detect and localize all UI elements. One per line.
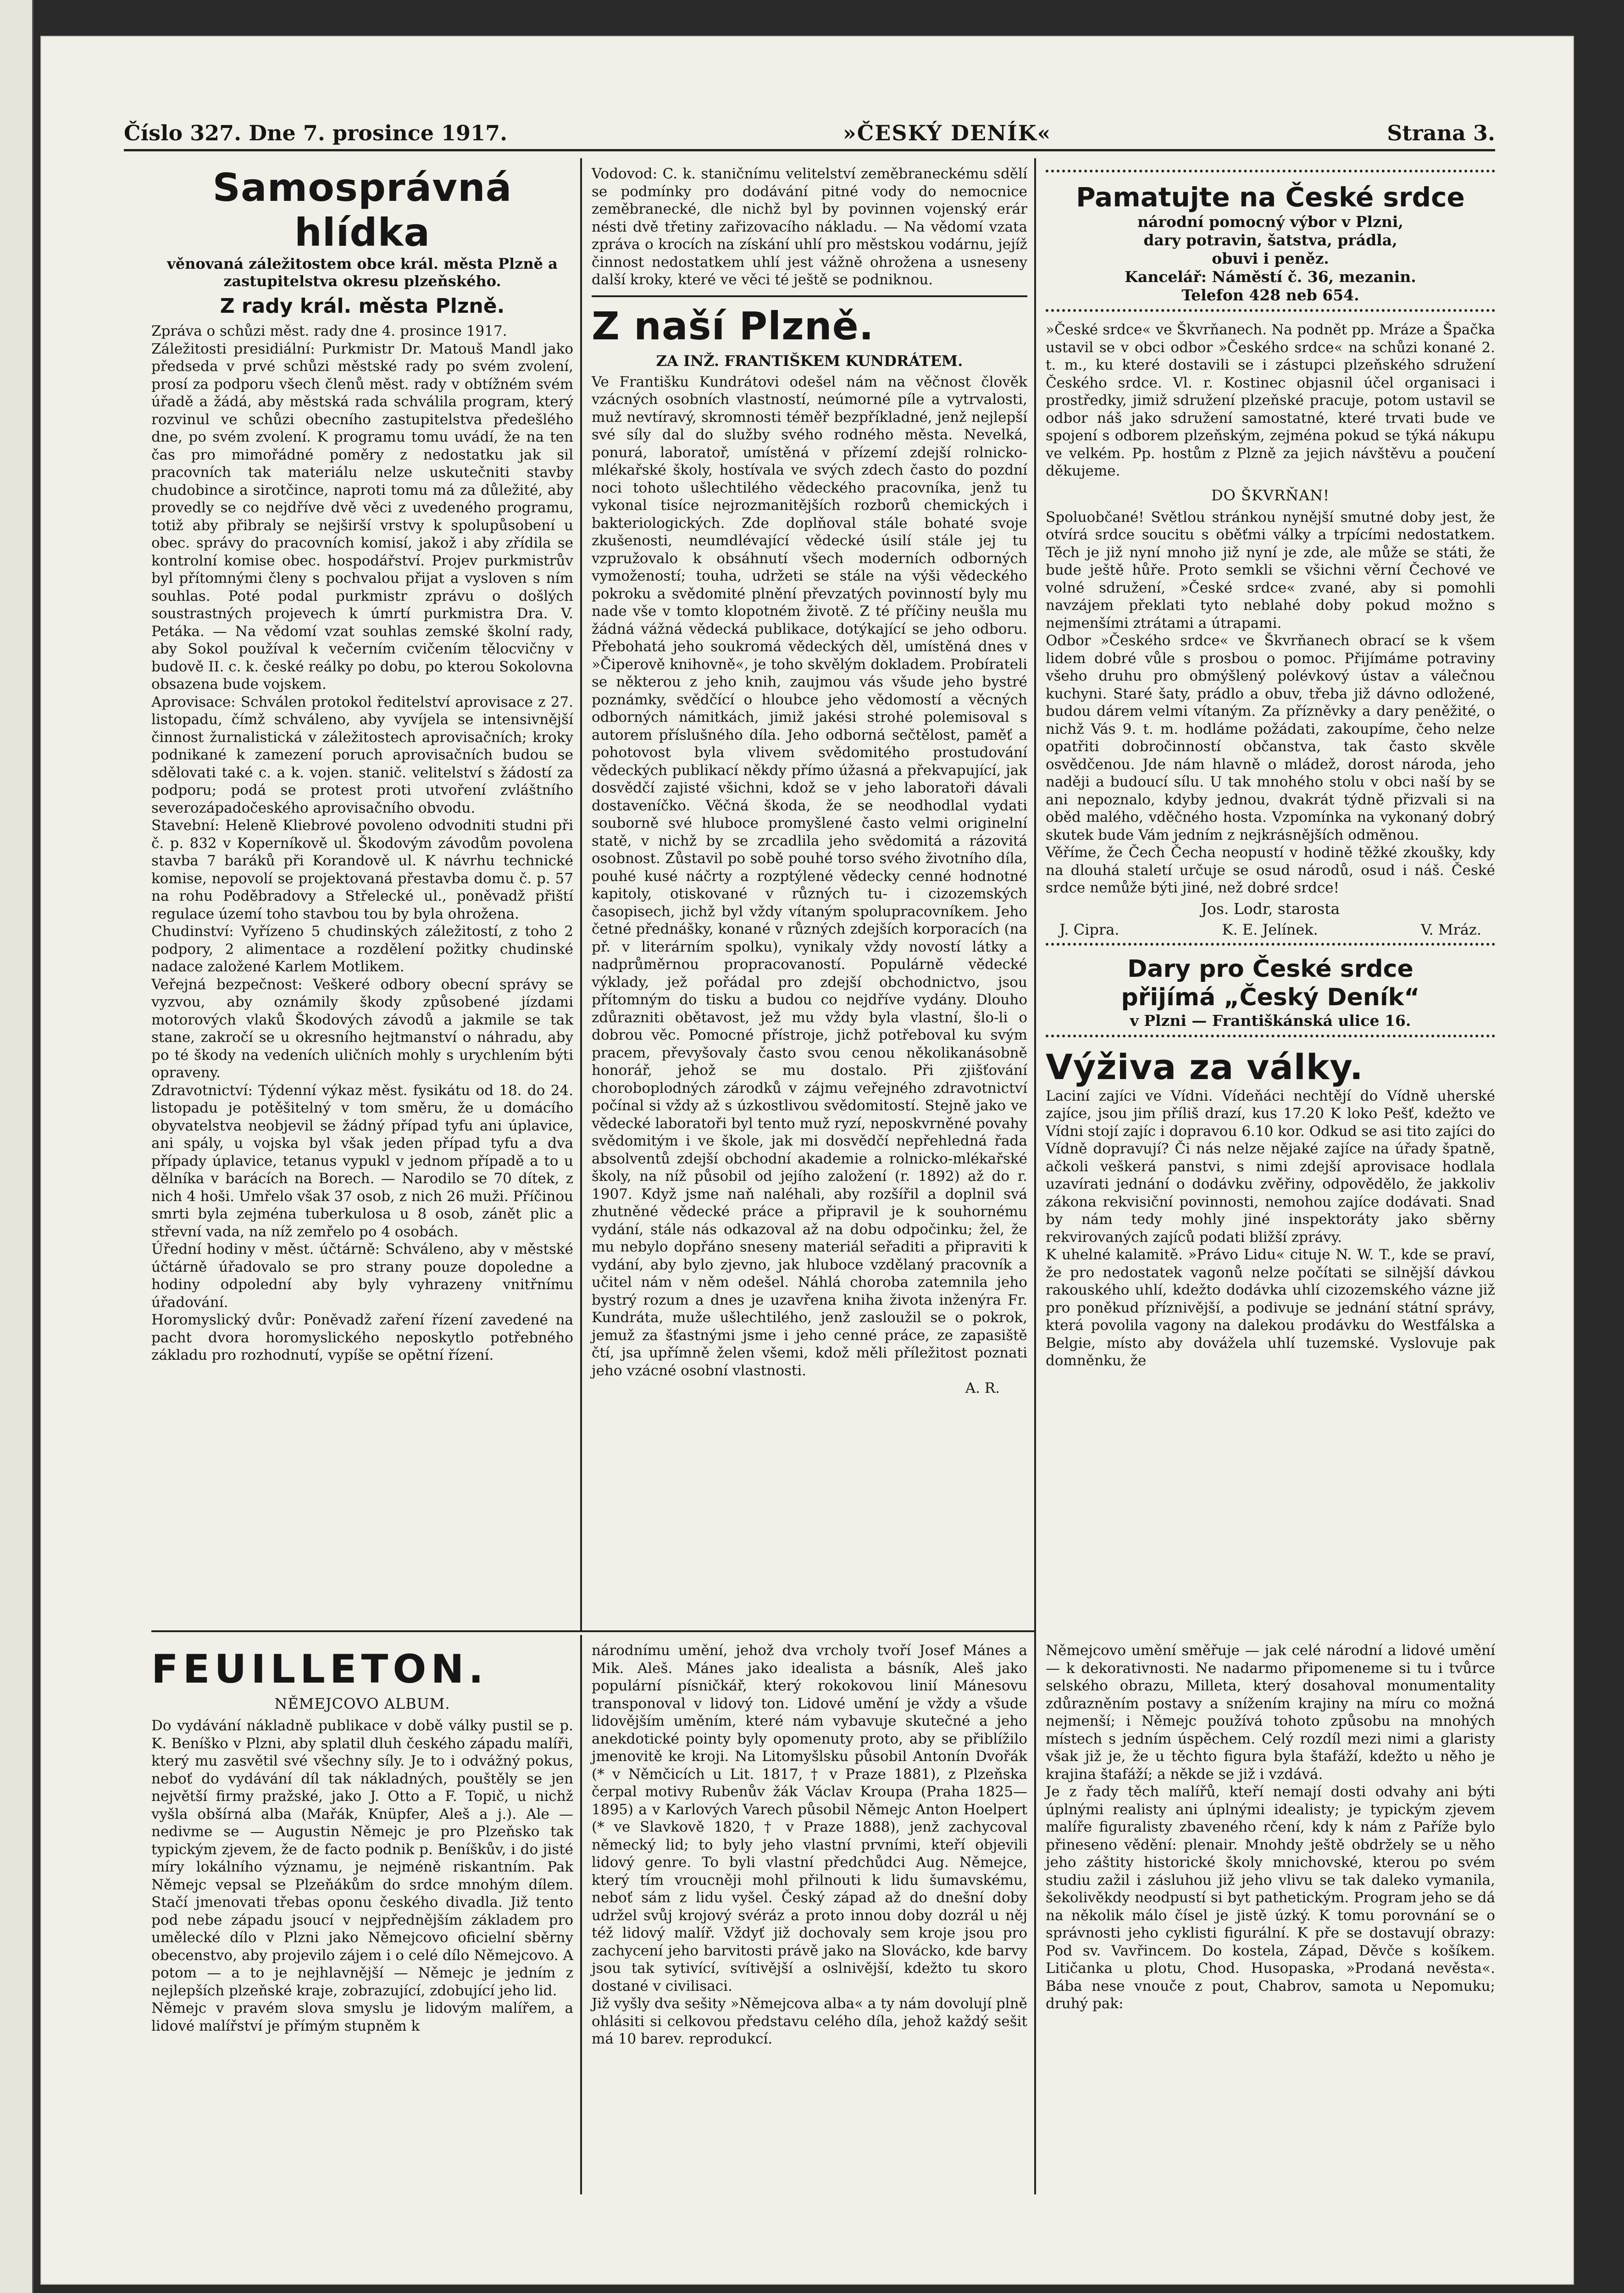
feuilleton-text-3: Němejcovo umění směřuje — jak celé národní a lidové umění — k dekorativnosti. Ne nadarmo připomeneme si tu i tvůrce selského obrazu, Milleta, který dosahoval monumentality zdůrazněním postavy a snížením krajiny na míru co možná nejmenší; i Němejc používá tohoto způsobu na mnohých místech s jedním úspěchem. Celý rozdíl mezi nimi a glaristy však již je, že u těchto figura byla štafáží, kdežto u něho je krajina štafáží; a někde se již i vzdává. Je z řady těch malířů, kteří nemají dosti odvahy ani býti úplnými realisty ani úplnými idealisty; je typickým zjevem malíře figuralisty zbaveného rčení, kdy k nám z Paříže bylo přineseno vědění: plenair. Mnohdy ještě obdržely se u něho jeho záštity historické školy mnichovské, kterou po svém studiu zažil i zásluhou již jeho vlivu se tak daleko vymanila, šekolivěkdy neodpustí si byt pathetickým. Program jeho se dá na několik málo čísel je jistě úzký. K tomu porovnání se o správnosti jeho cyklisti figurální. K pře se dostavují obrazy: Pod sv. Vavřincem. Do kostela, Západ, Děvče s košíkem. Litičanka u plotu, Chod. Husopaska, »Prodaná nevěsta«. Bába nese vnouče z pout, Chabrov, samota u Nepomuku; druhý pak: (1046, 1642, 1495, 2012)
column-samospravna-hlidka (151, 165, 573, 1364)
article-body: Zpráva o schůzi měst. rady dne 4. prosince 1917. Záležitosti presidiální: Purkmistr Dr. Matouš Mandl jako předseda v prvé schůzi městské rady po svém zvolení, prosí za podporu všech členů měst. rady v obtížném svém úřadě a žádá, aby městská rada schválila program, který rozvinul ve schůzi obecního zastupitelstva předešlého dne, po svém zvolení. K programu tomu uvádí, že na ten čas pro mimořádné poměry z nedostatku jak sil pracovních tak materiálu nelze uskutečniti stavby chudobince a sirotčince, naproti tomu má za důležité, aby provedly se co nejdříve dvě věci z uvedeného programu, totiž aby přibraly se nejširší vrstvy k spolupůsobení u obec. správy do pracovních komisí, jakož i aby zřídila se kontrolní komise obec. hospodářství. Projev purkmistrův byl přítomnými členy s pochvalou přijat a vysloven s ním souhlas. Poté podal purkmistr zprávu o došlých soustrastných projevech k úmrtí purkmistra Dra. V. Petáka. — Na vědomí vzat souhlas zemské školní rady, aby Sokol používal k večerním cvičením tělocvičny v budově II. c. k. české reálky po dobu, po kterou Sokolovna obsazena bude vojskem. Aprovisace: Schválen protokol ředitelství aprovisace z 27. listopadu, čímž schváleno, aby vyvíjela se intensivnější činnost žurnalistická v záležitostech aprovisačních; kroky podnikané k zamezení poruch aprovisačních budou se sdělovati také c. a k. vojen. stanič. velitelství s žádostí za podporu; podá se protest proti utvoření zvláštního severozápadočeského aprovisačního obvodu. Stavební: Heleně Kliebrové povoleno odvodniti studni při č. p. 832 v Koperníkově ul. Škodovým závodům povolena stavba 7 baráků při Korandově ul. K návrhu technické komise, nepovolí se projektovaná přestavba domu č. p. 57 na rohu Poděbradovy a Střelecké ul., poněvadž přiští regulace území toho stavbou tou by byla ohrožena. Chudinství: Vyřízeno 5 chudinských záležitostí, z toho 2 podpory, 2 alimentace a rozdělení požitky chudinské nadace založené Karlem Motlikem. Veřejná bezpečnost: Veškeré odbory obecní správy se vyzvou, aby oznámily škody způsobené jízdami motorových vlaků Škodových závodů a jakmile se tak stane, zakročí se u okresního hejtmanství o náhradu, aby po té škody na vedeních uličních mohly s urychlením býti opraveny. Zdravotnictví: Týdenní výkaz měst. fysikátu od 18. do 24. listopadu je potěšitelný v tom směru, že u domácího obyvatelstva neobjevil se žádný případ tyfu ani úplavice, ani spály, u vojska byl však jeden případ tyfu a dva případy úplavice, tetanus vypukl v jednom případě a to u dělníka v barácích na Borech. — Narodilo se 70 dítek, z nich 4 hoši. Umřelo však 37 osob, z nich 26 muži. Příčinou smrti byla zejména tuberkulosa u 8 osob, zánět plic a střevní vada, na níž zemřelo po 4 osobách. Úřední hodiny v měst. účtárně: Schváleno, aby v městské účtárně úřadovalo se pro strany pouze dopoledne a hodiny odpolední aby byly vyhrazeny vnitřnímu úřadování. Horomyslický dvůr: Poněvadž zaření řízení zavedené na pacht dvora horomyslického neposkytlo potřebného základu pro rozhodnutí, vypíše se opětní řízení. (151, 323, 573, 1363)
feuilleton-column-2 (592, 1642, 1027, 2048)
adjacent-page-edge (0, 0, 33, 2293)
ornament-border (1046, 309, 1495, 316)
column-z-nasi-plzne (592, 165, 1027, 1397)
column-rule-1 (580, 158, 582, 1630)
box-title: Pamatujte na České srdce (1076, 182, 1465, 213)
feuilleton-column-rule (580, 1635, 582, 2194)
signature-left: J. Cipra. (1059, 920, 1120, 938)
ornament-border (1046, 170, 1495, 177)
feuilleton-column-1 (151, 1646, 573, 2035)
column-ceske-srdce (1046, 165, 1495, 1370)
ornament-border (1046, 943, 1495, 950)
dary-title: Dary pro České srdce přijímá „Český Deník“ (1121, 955, 1420, 1011)
signature-main: Jos. Lodr, starosta (1201, 899, 1340, 918)
signature-row (1059, 921, 1481, 938)
section-title: Z naší Plzně. (592, 303, 874, 349)
ornament-border (1046, 1035, 1495, 1042)
feuilleton-column-3 (1046, 1642, 1495, 2013)
feuilleton-subtitle: NĚMEJCOVO ALBUM. (274, 1695, 450, 1712)
obituary-body: Ve Františku Kundrátovi odešel nám na věčnost člověk vzácných osobních vlastností, neúmorné píle a vytrvalosti, muž nevtíravý, skromnosti téměř bezpříkladné, jenž nejlepší své síly dal do služby svého rodného města. Nevelká, ponurá, laboratoř, umístěná v přízemí zdejší rolnicko-mlékařské školy, hostívala ve svých zdech často do pozdní noci tohoto ušlechtilého vědeckého pracovníka, jenž tu vykonal tisíce nejrozmanitějších rozborů chemických i bakteriologických. Zde doplňoval stále bohaté svoje zkušenosti, neumdlévající vědecké úsilí stále jej tu vzpružovalo k obsáhnutí všech moderních odborných vymožeností; touha, udržeti se stále na výši vědeckého pokroku a svědomité plnění převzatých povinností byly mu nade vše v tomto klopotném životě. Z té příčiny neušla mu žádná vážná vědecká publikace, dotýkající se jeho odboru. Přebohatá jeho soukromá vědeckých děl, umístěná dnes v »Čiperově knihovně«, je toho skvělým dokladem. Probírateli se některou z jeho knih, zaujmou vás všude jeho bystré poznámky, svědčící o hloubce jeho vědomostí a věcných odborných námitkách, jimiž jakési strohé polemisoval s autorem příslušného díla. Jeho odborná sečtělost, paměť a pohotovost byla vlivem svědomitého prostudování vědeckých publikací někdy přímo úžasná a překvapující, jak dosvědčí zajisté všichni, kdož se v jeho laboratoři dávali dostaveníčko. Věčná škoda, že se neodhodlal vydati souborně své hluboce promyšlené často velmi originelní statě, v nichž by se zrcadlila jeho svědomitá a rázovitá osobnost. Zůstavil po sobě pouhé torso svého životního díla, pouhé kusé náčrty a rozptýlené vědecky cenné hodnotné kapitoly, otiskované v různých tu- i cizozemských časopisech, jichž byl vždy vítaným spolupracovníkem. Jeho četné přednášky, konané v různých zdejších korporacích (na př. v literárním spolku), vynikaly vždy novostí látky a nadprůměrnou propracovaností. Populárně vědecké výklady, jež pořádal pro zdejší obchodnictvo, jsou přítomným do tisku a budou co nejdříve vydány. Dlouho zdůrazniti obětavost, jež mu vždy byla vlastní, šlo-li o dobrou věc. Pomocné přístroje, jichž potřeboval ku svým pracem, převyšovaly často svou cenou několikanásobně honorář, jehož se mu dostalo. Při zjišťování choroboplodných zárodků v zájmu veřejného zdravotnictví počínal si vždy až s úzkostlivou svědomitostí. Stejně jako ve vědecké laboratoři byl tento muž ryzí, neposkvrněné povahy svědomitým i ve škole, jak mi dosvědčí nepřehledná řada absolventů zdejší obchodní akademie a rolnicko-mlékařské školy, na níž působil od jejího založení (r. 1892) až do r. 1907. Když jsme naň naléhali, aby rozšířil a doplnil svá zhutněné vědecké práce a připravil je k souhornému vydání, stále nás odkazoval až na dobu odpočinku; žel, že mu nebylo dopřáno sneseny materiál seřaditi a připraviti k vydání, aby bylo zjevno, jak hluboce vzdělaný pracovník a učitel nám v něm odešel. Náhlá choroba zatemnila jeho bystrý rozum a dnes je uzavřena kniha života inženýra Fr. Kundráta, muže ušlechtilého, jenž zasloužil se o pokrok, jemuž za šťastnými jsme i jeho cenné práce, ze zapasiště čtí, jsa upřímně želen všemi, kdož měli příležitost poznati jeho vzácné osobní vlastnosti. (592, 373, 1027, 1379)
section-subtitle: věnovaná záležitostem obce král. města Plzně a zastupitelstva okresu plzeňského. (167, 255, 558, 290)
feuilleton-rule (151, 1630, 1034, 1632)
subsection-title: Z rady král. města Plzně. (220, 294, 505, 318)
section-divider (592, 295, 1027, 297)
appeal-title: DO ŠKVRŇAN! (1211, 486, 1330, 504)
column-rule-2 (1034, 158, 1036, 2194)
obituary-title: ZA INŽ. FRANTIŠKEM KUNDRÁTEM. (656, 352, 963, 370)
obituary-signature: A. R. (965, 1380, 1000, 1396)
newspaper-name: »ČESKÝ DENÍK« (842, 121, 1052, 145)
section-title: Samosprávná hlídka (212, 165, 512, 255)
vyziva-body: Laciní zajíci ve Vídni. Vídeňáci nechtějí do Vídně uherské zajíce, jsou jim příliš drazí, kus 17.20 K loko Pešť, kdežto ve Vídni stojí zajíc i dopravou 6.10 kor. Odkud se asi tito zajíci do Vídně dopravují? Či nás nelze nějaké zajíce na úřady špatně, ačkoli veškerá panstvi, s nimi zdejší aprovisace hodlala uzavírati jednání o dodávku zvěřiny, odpovědělo, že jakkoliv zákona rekvisiční povinnosti, nemohou zajíce dodávati. Snad by nám tedy mohly jiné inspektoráty jako sběrny rekvirovaných zajíců podati bližší zprávy. K uhelné kalamitě. »Právo Lidu« cituje N. W. T., kde se praví, že pro nedostatek vagonů nelze počítati se silnější dávkou rakouského uhlí, kdežto dodávka uhlí cizozemského vázne již pro poněkud příznivější, a podivuje se jednání státní správy, která povolila vagony na dalekou prodávku do Westfálska a Belgie, místo aby dovážela uhlí tuzemské. Vyslovuje pak domněnku, že (1046, 1087, 1496, 1369)
signature-middle: K. E. Jelínek. (1222, 920, 1318, 938)
dary-address: v Plzni — Františkánská ulice 16. (1130, 1011, 1411, 1030)
feuilleton-text-1: Do vydávání nákladně publikace v době války pustil se p. K. Beníško v Plzni, aby splatil dluh českého západu malíři, který mu zasvětil své všechny síly. Je to i odvážný pokus, neboť do vydávání díl tak nákladných, pouštěly se jen největší firmy pražské, jako J. Otto a F. Topič, u nichž vyšla obšírná alba (Mařák, Knüpfer, Aleš a j.). Ale — nedivme se — Augustin Němejc je pro Plzeňsko tak typickým zjevem, že de facto podnik p. Beníškův, i do jisté míry lokálního významu, je nejméně riskantním. Pak Němejc vepsal se Plzeňákům do srdce mnohým dílem. Stačí jmenovati třebas oponu českého divadla. Již tento pod nebe západu jsoucí v nejpřednějším základem pro umělecké dílo v Plzni jako Němejcovo oficielní sběrny obecenstvo, aby projevilo zájem i o celé dílo Němejcovo. A potom — a to je nejhlavnější — Němejc je jedním z nejlepších plzeňské kraje, zobrazující, zdobující jeho lid. Němejc v pravém slova smyslu je lidovým malířem, a lidové malířství je přímým stupněm k (151, 1717, 573, 2034)
feuilleton-text-2: národnímu umění, jehož dva vrcholy tvoří Josef Mánes a Mik. Aleš. Mánes jako idealista a básník, Aleš jako populární písničkář, který rokokovou linií Mánesovu transponoval v lidový ton. Lidové umění je vždy a všude lidovějším uměním, které nám vybavuje skutečné a jeho anekdotické pointy byly opomenuty proto, aby se přiblížilo jmenovitě ke kroji. Na Litomyšlsku působil Antonín Dvořák (* v Němčicích u Lit. 1817, † v Praze 1881), z Plzeňska čerpal motivy Rubenův žák Václav Kroupa (Praha 1825—1895) a v Karlových Varech působil Němejc Anton Hoelpert (* ve Slavkově 1820, † v Praze 1888), jenž zachycoval německý lid; to byly jeho vlastní prvními, kteří objevili lidový genre. To byli vlastní předchůdci Aug. Němejce, který tím vroucněji mohl přilnouti k lidu šumavskému, neboť sám z lidu vyšel. Český západ až do dnešní doby udržel svůj krojový svéráz a proto innou doby dozrál u něj též lidový malíř. Vždyť již dochovaly sem kroje jsou pro zachycení jeho barvitosti právě jako na Slovácko, kde barvy jsou tak sytivící, svítivější a oslnivější, kdežto tu skoro dostané v civilisaci. Již vyšly dva sešity »Němejcova alba« a ty nám dovolují plně ohlásiti si celkovou představu celého díla, jehož každý sešit má 10 barev. reprodukcí. (592, 1642, 1027, 2047)
ceske-srdce-paragraph: »České srdce« ve Škvrňanech. Na podnět pp. Mráze a Špačka ustavil se v obci odbor »Českého srdce« na schůzi konané 2. t. m., ku které dostavili se i zástupci plzeňského sdružení Českého srdce. Vl. r. Kostinec objasnil účel organisaci i prostředky, jimiž sdružení plzeňské pracuje, potom ustavil se odbor náš jako sdružení samostatné, které trvati bude ve spojení s odborem plzeňským, zejména pokud se týká nákupu ve velkém. Pp. hostům z Plzně za jejich návštěvu a poučení děkujeme. (1046, 321, 1495, 479)
page-number: Strana 3. (1387, 121, 1495, 145)
signature-right: V. Mráz. (1420, 920, 1481, 938)
vyziva-title: Výživa za války. (1046, 1046, 1363, 1087)
feuilleton-title: FEUILLETON. (151, 1646, 488, 1692)
box-info: národní pomocný výbor v Plzni, dary potravin, šatstva, prádla, obuvi i peněz. Kancelář: Náměstí č. 36, mezanin. Telefon 428 neb 654. (1125, 213, 1416, 304)
running-header (124, 117, 1495, 151)
appeal-body: Spoluobčané! Světlou stránkou nynější smutné doby jest, že otvírá srdce soucitu s oběťmi války a trpícími nedostatkem. Těch je již nyní mnoho již nyní je zde, ale může se státi, že bude ještě hůře. Proto semkli se všichni věrní Čechové ve volné sdružení, »České srdce« zvané, aby si pomohli navzájem překlati tyto neblahé doby pokud možno s nejmenšími ztrátami a útrapami. Odbor »Českého srdce« ve Škvrňanech obrací se k všem lidem dobré vůle s prosbou o pomoc. Přijímáme potraviny všeho druhu pro obmýšlený polévkový ústav a válečnou kuchyni. Staré šaty, prádlo a obuv, třeba již dávno odložené, budou dárem velmi vítaným. Za přízněvky a dary peněžité, o nichž Vás 9. t. m. hodláme požádati, zakoupíme, čeho nelze opatřiti dobročinností občanstva, tak často skvěle osvědčenou. Jde nám hlavně o mládež, dorost národa, jeho naději a budoucí sílu. U tak mnohého stolu v obci naší by se ani nepoznalo, kdyby jednou, dvakrát týdně přizvali si na oběd malého, vděčného hosta. Vzpomínka na vykonaný dobrý skutek bude Vám jedním z nejkrásnějších odměnou. Věříme, že Čech Čecha neopustí v hodině těžké zkoušky, kdy na dlouhá staletí určuje se osud národů, osud i náš. České srdce nemůže býti jiné, než dobré srdce! (1046, 509, 1495, 896)
issue-date: Číslo 327. Dne 7. prosince 1917. (124, 121, 508, 145)
vodovod-paragraph: Vodovod: C. k. staničnímu velitelství zeměbraneckému sdělí se podmínky pro dodávání pitné vody do nemocnice zeměbranecké, dle nichž byl by povinnen vojenský erár nésti dvě třetiny zařizovacího nákladu. — Na vědomí vzata zpráva o krocích na získání uhlí pro městskou vodárnu, jejíž činnost nedostatkem uhlí jest vážně ohrožena a usneseny další kroky, které ve věci té ještě se podniknou. (592, 166, 1027, 288)
